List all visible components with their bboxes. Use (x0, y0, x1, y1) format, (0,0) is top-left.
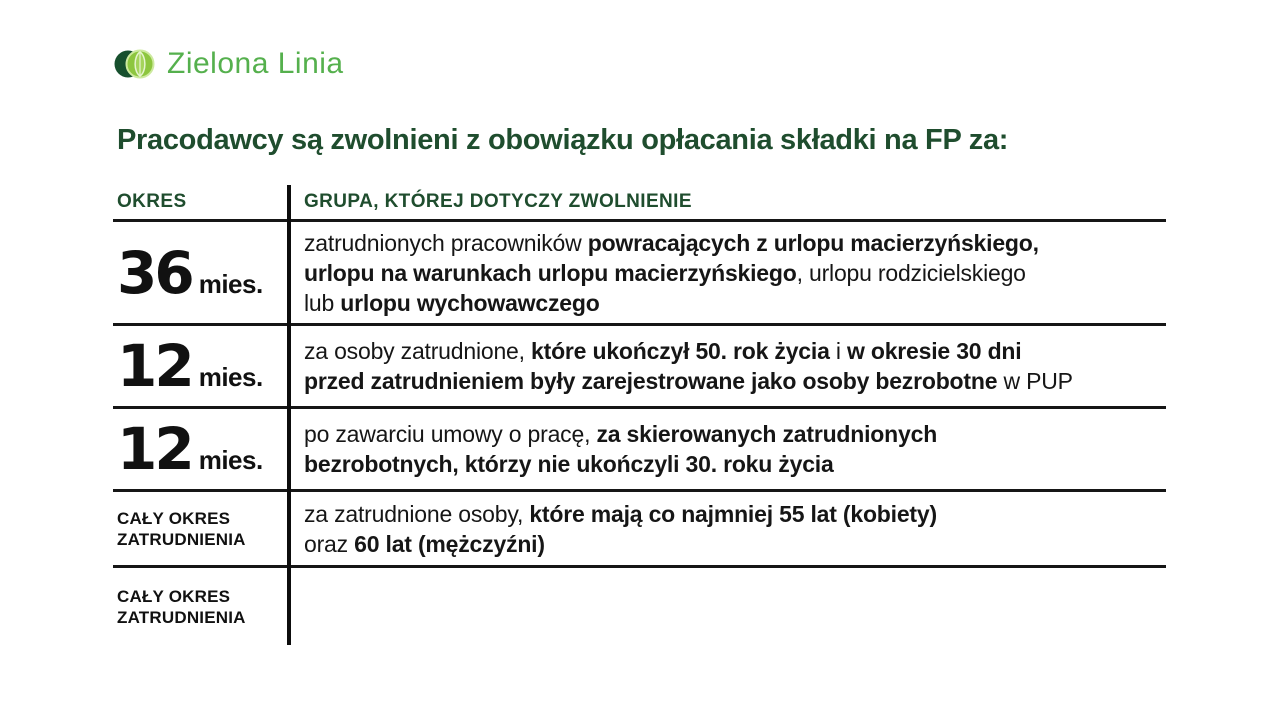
zielona-linia-logo-icon (114, 44, 158, 84)
description-segment: za osoby zatrudnione, (304, 338, 532, 364)
table-row (113, 323, 1166, 406)
description-segment: za skierowanych zatrudnionych (596, 421, 938, 447)
page-title: Pracodawcy są zwolnieni z obowiązku opłacania składki na FP za: (117, 124, 1009, 156)
period-number: 12 (117, 415, 192, 483)
period-unit: mies. (198, 362, 263, 392)
description-text (304, 419, 937, 479)
description-cell (288, 492, 1166, 565)
period-value (117, 238, 263, 307)
description-segment: urlopu na warunkach urlopu macierzyńskiego (304, 259, 797, 286)
description-text (304, 228, 1039, 318)
period-label: CAŁY OKRES ZATRUDNIENIA (117, 586, 246, 627)
description-cell (288, 222, 1166, 323)
description-cell (288, 409, 1166, 489)
period-cell (113, 326, 288, 406)
table-header-row (113, 185, 1166, 222)
description-segment: w PUP (997, 368, 1073, 394)
description-segment: które ukończył 50. rok życia (531, 338, 830, 364)
zielona-linia-logo (114, 44, 344, 84)
period-cell (113, 492, 288, 565)
period-value (117, 415, 263, 483)
description-text (304, 336, 1073, 396)
table-body (113, 222, 1166, 645)
period-cell (113, 409, 288, 489)
description-segment: , urlopu rodzicielskiego (796, 259, 1026, 286)
table-row (113, 489, 1166, 565)
brand-name: Zielona Linia (167, 47, 344, 80)
description-segment: 60 lat (mężczyźni) (354, 530, 545, 557)
description-segment: po zawarciu umowy o pracę, (304, 421, 597, 447)
description-text (304, 499, 937, 559)
table-row (113, 222, 1166, 323)
period-number: 36 (117, 238, 192, 307)
period-value (117, 332, 263, 400)
period-label: CAŁY OKRES ZATRUDNIENIA (117, 508, 246, 549)
table-row (113, 406, 1166, 489)
description-segment: lub (304, 289, 341, 316)
description-segment: zatrudnionych pracowników (304, 229, 588, 256)
description-segment: oraz (304, 530, 355, 557)
description-segment: urlopu wychowawczego (340, 289, 600, 316)
period-cell (113, 222, 288, 323)
table-row (113, 565, 1166, 645)
period-unit: mies. (198, 445, 263, 475)
description-cell (288, 568, 1166, 645)
description-segment: w okresie 30 dni (846, 338, 1022, 364)
description-segment: które mają co najmniej 55 lat (kobiety) (529, 500, 937, 527)
header-okres: OKRES (117, 191, 187, 212)
header-grupa: GRUPA, KTÓREJ DOTYCZY ZWOLNIENIE (304, 191, 692, 212)
exemptions-table (113, 185, 1166, 645)
description-segment: za zatrudnione osoby, (304, 500, 530, 527)
column-divider-line (287, 185, 291, 645)
description-segment: powracających z urlopu macierzyńskiego, (587, 229, 1039, 256)
description-segment: i (829, 338, 847, 364)
period-cell (113, 568, 288, 645)
description-segment: bezrobotnych, którzy nie ukończyli 30. roku życia (304, 451, 834, 477)
description-cell (288, 326, 1166, 406)
description-segment: przed zatrudnieniem były zarejestrowane jako osoby bezrobotne (304, 368, 998, 394)
period-number: 12 (117, 332, 192, 400)
period-unit: mies. (198, 268, 263, 299)
